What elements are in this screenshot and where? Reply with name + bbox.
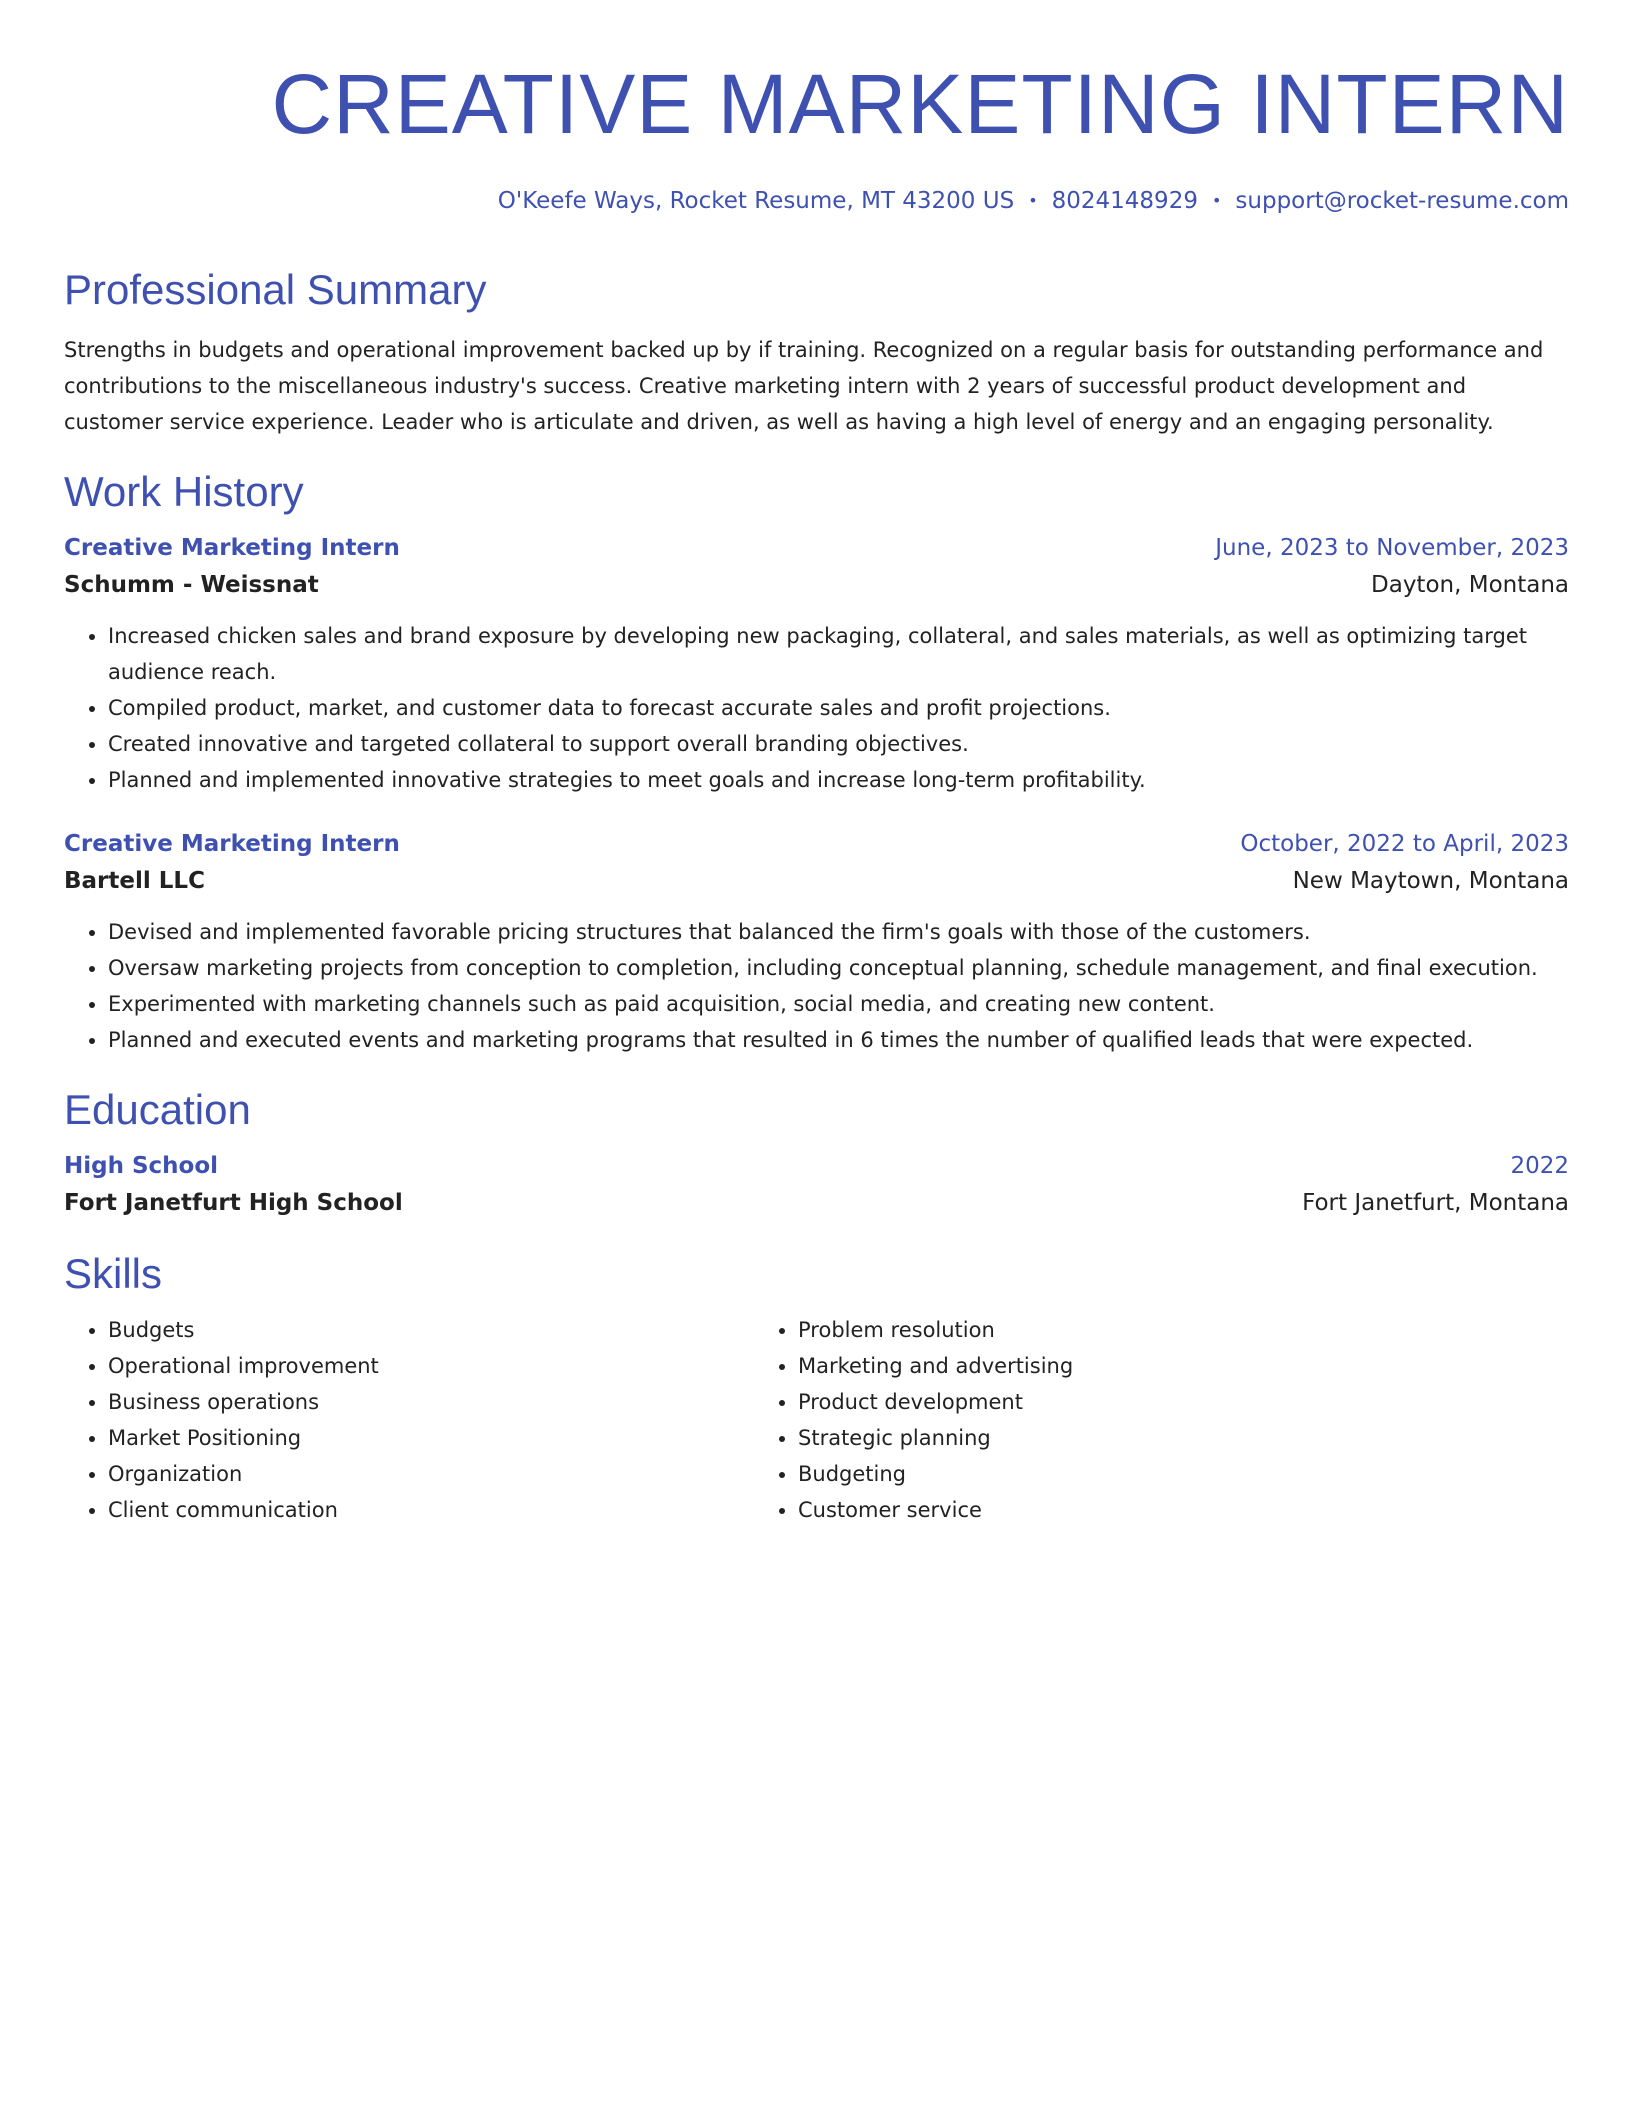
contact-phone: 8024148929 <box>1051 188 1198 214</box>
job-dates: June, 2023 to November, 2023 <box>1215 535 1569 561</box>
job-entry <box>64 826 1569 1058</box>
job-bullet: • Experimented with marketing channels such as paid acquisition, social media, and creating new content. <box>108 986 1569 1022</box>
job-employer-row <box>64 566 1569 604</box>
skill-item: • Market Positioning <box>108 1420 754 1456</box>
separator-dot: • <box>1211 191 1222 210</box>
contact-line <box>64 186 1569 216</box>
job-bullet: • Oversaw marketing projects from conception to completion, including conceptual planning, schedule management, and final execution. <box>108 950 1569 986</box>
work-history-heading: Work History <box>64 468 304 515</box>
education-section <box>64 1084 1569 1222</box>
job-bullet: • Planned and implemented innovative strategies to meet goals and increase long-term profitability. <box>108 762 1569 798</box>
skills-columns <box>64 1312 1569 1528</box>
skill-item: • Strategic planning <box>798 1420 1444 1456</box>
job-bullet: • Planned and executed events and marketing programs that resulted in 6 times the number of qualified leads that were expected. <box>108 1022 1569 1058</box>
skill-item: • Marketing and advertising <box>798 1348 1444 1384</box>
skill-item: • Budgeting <box>798 1456 1444 1492</box>
education-school-row <box>64 1184 1569 1222</box>
separator-dot: • <box>1028 191 1038 210</box>
skill-item: • Operational improvement <box>108 1348 754 1384</box>
job-bullet: • Compiled product, market, and customer data to forecast accurate sales and profit projections. <box>108 690 1569 726</box>
summary-text: Strengths in budgets and operational improvement backed up by if training. Recognized on a regular basis for outstanding performance and contributions to the miscellaneous industry's success. Creative marketing intern with 2 years of successful product development and customer service experience. Leader who is articulate and driven, as well as having a high level of energy and an engaging personality. <box>64 338 1544 434</box>
skills-section <box>64 1248 1569 1528</box>
job-employer: Schumm - Weissnat <box>64 572 319 598</box>
job-bullets <box>64 914 1569 1058</box>
skill-item: • Customer service <box>798 1492 1444 1528</box>
job-bullet: • Increased chicken sales and brand exposure by developing new packaging, collateral, and sales materials, as well as optimizing target audience reach. <box>108 618 1569 690</box>
job-header-row <box>64 530 1569 566</box>
job-bullet: • Devised and implemented favorable pricing structures that balanced the firm's goals with those of the customers. <box>108 914 1569 950</box>
contact-email[interactable]: support@rocket-resume.com <box>1235 188 1569 214</box>
job-role: Creative Marketing Intern <box>64 831 400 857</box>
job-employer-row <box>64 862 1569 900</box>
skill-item: • Client communication <box>108 1492 754 1528</box>
skill-item: • Problem resolution <box>798 1312 1444 1348</box>
education-school: Fort Janetfurt High School <box>64 1190 403 1216</box>
skill-item: • Business operations <box>108 1384 754 1420</box>
education-degree: High School <box>64 1153 219 1179</box>
education-header-row <box>64 1148 1569 1184</box>
job-location: New Maytown, Montana <box>1292 868 1569 894</box>
job-employer: Bartell LLC <box>64 868 205 894</box>
skills-list-left <box>64 1312 754 1528</box>
job-dates: October, 2022 to April, 2023 <box>1240 831 1569 857</box>
job-role: Creative Marketing Intern <box>64 535 400 561</box>
summary-section <box>64 264 1569 440</box>
skills-list-right <box>754 1312 1444 1528</box>
education-year: 2022 <box>1510 1153 1569 1179</box>
skill-item: • Product development <box>798 1384 1444 1420</box>
contact-address: O'Keefe Ways, Rocket Resume, MT 43200 US <box>497 188 1015 214</box>
work-history-section <box>64 466 1569 1058</box>
job-bullets <box>64 618 1569 798</box>
job-bullet: • Created innovative and targeted collateral to support overall branding objectives. <box>108 726 1569 762</box>
skill-item: • Organization <box>108 1456 754 1492</box>
job-entry <box>64 530 1569 798</box>
education-heading: Education <box>64 1086 251 1133</box>
summary-heading: Professional Summary <box>64 266 487 313</box>
education-location: Fort Janetfurt, Montana <box>1302 1190 1569 1216</box>
education-entry <box>64 1148 1569 1222</box>
job-header-row <box>64 826 1569 862</box>
skill-item: • Budgets <box>108 1312 754 1348</box>
resume-title: CREATIVE MARKETING INTERN <box>271 57 1569 151</box>
job-location: Dayton, Montana <box>1371 572 1569 598</box>
resume-header <box>64 0 1569 216</box>
skills-heading: Skills <box>64 1250 163 1297</box>
